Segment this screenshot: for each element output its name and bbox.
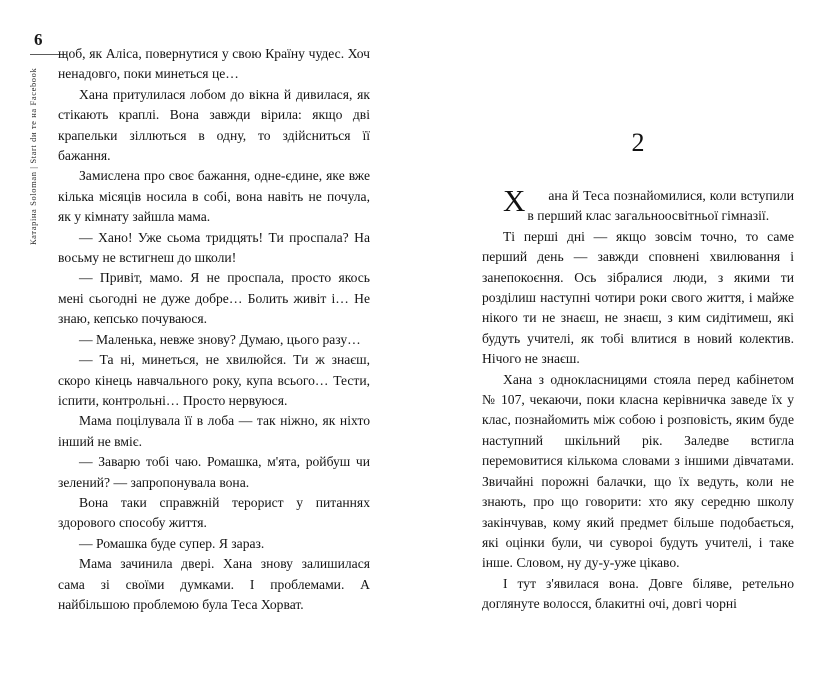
paragraph: щоб, як Аліса, повернутися у свою Країну чудес. Хоч ненадовго, поки минеться це… bbox=[58, 46, 370, 82]
paragraph: І тут з'явилася вона. Довге біляве, ретельно доглянуте волосся, блакитні очі, довгі чорні bbox=[482, 575, 794, 612]
paragraph-text: ана й Теса познайомилися, коли вступили в перший клас загальноосвітньої гімназії. bbox=[527, 188, 794, 224]
text-column-left bbox=[58, 44, 370, 615]
paragraph: Замислена про своє бажання, одне-єдине, яке вже кілька місяців носила в собі, вона навіть не почула, як у кімнату зайшла мама. bbox=[58, 168, 370, 225]
paragraph: Хана притулилася лобом до вікна й дивилася, як стікають краплі. Вона завжди вірила: якщо дві крапельки зіллються в одну, то здійсниться її бажання. bbox=[58, 86, 370, 164]
paragraph-with-dropcap bbox=[482, 183, 794, 227]
paragraph: — Хано! Уже сьома тридцять! Ти проспала? На восьму не встигнеш до школи! bbox=[58, 229, 370, 266]
paragraph: Хана з однокласницями стояла перед кабінетом № 107, чекаючи, поки класна керівничка заведе їх у клас, познайомить між собою і розповість, яким буде наступний шкільний рік. Заледве встигла перемовитися кількома словами з іншими дівчатами. Звичайні порожні балачки, що їх ведуть, коли не знають, про що говорити: хто яку середню школу закінчував, кому який предмет більше подобається, які оцінки були, чи сувороі будуть учителі, і таке інше. Словом, ну ду-у-уже цікаво. bbox=[482, 371, 794, 571]
chapter-number: 2 bbox=[631, 128, 645, 157]
paragraph: — Привіт, мамо. Я не проспала, просто якось мені сьогодні не дуже добре… Болить живіт і… Не знаю, кепсько почуваюся. bbox=[58, 270, 370, 327]
paragraph: Ті перші дні — якщо зовсім точно, то саме перший день — завжди сповнені хвилювання і занепокоєння. Ось зібралися люди, з якими ти розділиш наступні чотири роки свого життя, і майже нікого ти не знаєш, не знаєш, з ким сидітимеш, які будуть учителі, як тобі влитися в новий колектив. Нічого не знаєш. bbox=[482, 228, 794, 367]
paragraph: — Ромашка буде супер. Я зараз. bbox=[79, 535, 265, 551]
paragraph: — Маленька, невже знову? Думаю, цього разу… bbox=[79, 331, 361, 347]
paragraph: Вона таки справжній терорист у питаннях здорового способу життя. bbox=[58, 494, 370, 531]
drop-cap: Х bbox=[503, 183, 526, 218]
paragraph: — Та ні, минеться, не хвилюйся. Ти ж знаєш, скоро кінець навчального року, купа всього… Тести, іспити, контрольні… Просто нервуюся. bbox=[58, 352, 370, 408]
gutter bbox=[419, 0, 421, 700]
text-column-right bbox=[482, 44, 794, 615]
paragraph: — Заварю тобі чаю. Ромашка, м'ята, ройбуш чи зелений? — запропонувала вона. bbox=[58, 454, 370, 490]
paragraph: Мама зачинила двері. Хана знову залишилася сама зі своїми думками. І проблемами. А найбільшою проблемою була Теса Хорват. bbox=[58, 556, 370, 612]
running-head-left: Катаріна Soloman | Start dи те на Facebook bbox=[28, 67, 38, 245]
paragraph: Мама поцілувала її в лоба — так ніжно, як ніхто інший не вміє. bbox=[58, 413, 370, 449]
page-number-left: 6 bbox=[34, 30, 43, 49]
